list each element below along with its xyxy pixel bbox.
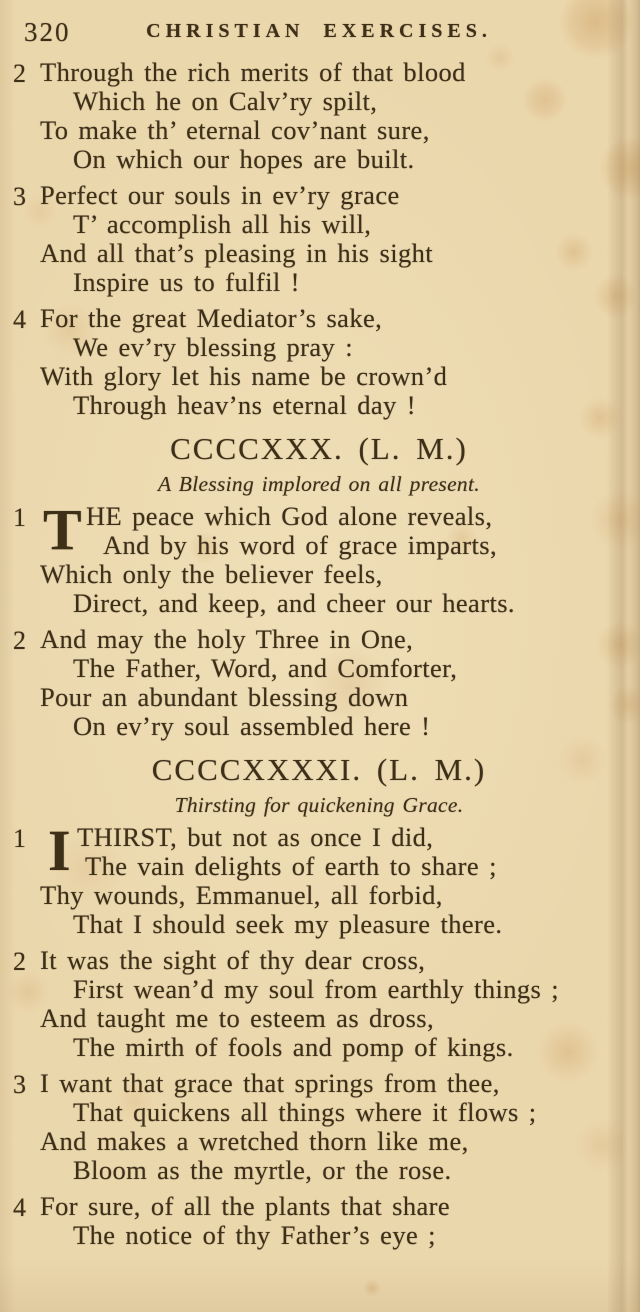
page-header — [16, 14, 622, 50]
verse-number: 3 — [13, 1070, 26, 1099]
verse-line: With glory let his name be crown’d — [40, 361, 448, 391]
verse-line: T’ accomplish all his will, — [73, 209, 372, 239]
verse-number: 1 — [13, 503, 26, 532]
verse — [13, 1191, 622, 1250]
verse-number: 2 — [13, 626, 26, 655]
verse-line: The Father, Word, and Comforter, — [73, 653, 458, 683]
verse-line: The mirth of fools and pomp of kings. — [73, 1032, 514, 1062]
verse — [13, 624, 622, 741]
verse-line: I want that grace that springs from thee, — [40, 1068, 500, 1098]
verse-line: For the great Mediator’s sake, — [40, 303, 383, 333]
verse-number: 3 — [13, 182, 26, 211]
verse-line: HE peace which God alone reveals, — [86, 501, 493, 531]
verse — [13, 303, 622, 420]
verse-line: That quickens all things where it flows ; — [73, 1097, 537, 1127]
hymn-subtitle: Thirsting for quickening Grace. — [174, 793, 464, 817]
verse-line: The notice of thy Father’s eye ; — [73, 1220, 436, 1250]
verse-line: Which he on Calv’ry spilt, — [73, 86, 378, 116]
verse-line: Through heav’ns eternal day ! — [73, 390, 416, 420]
verse-line: Direct, and keep, and cheer our hearts. — [73, 588, 515, 618]
verse-number: 2 — [13, 947, 26, 976]
verse — [13, 180, 622, 297]
verse-line: For sure, of all the plants that share — [40, 1191, 451, 1221]
verse-line: Thy wounds, Emmanuel, all forbid, — [40, 880, 443, 910]
page-number: 320 — [24, 17, 71, 47]
verse-line: To make th’ eternal cov’nant sure, — [40, 115, 430, 145]
hymn-heading: CCCCXXXXI. (L. M.) — [151, 752, 487, 787]
verse-line: And makes a wretched thorn like me, — [40, 1126, 469, 1156]
verse-line: Pour an abundant blessing down — [40, 682, 409, 712]
hymn-subtitle: A Blessing implored on all present. — [158, 472, 480, 496]
verse-line: And may the holy Three in One, — [40, 624, 414, 654]
verse-line: On which our hopes are built. — [73, 144, 415, 174]
verse — [13, 1068, 622, 1185]
verse-line: It was the sight of thy dear cross, — [40, 945, 426, 975]
running-head: CHRISTIAN EXERCISES. — [146, 20, 492, 42]
verse-line: That I should seek my pleasure there. — [73, 909, 503, 939]
verse-number: 4 — [13, 305, 26, 334]
verse-line: Inspire us to fulfil ! — [73, 267, 300, 297]
hymn-ccccxxx — [13, 431, 622, 741]
verse-line: Which only the believer feels, — [40, 559, 383, 589]
verse-line: Bloom as the myrtle, or the rose. — [73, 1155, 452, 1185]
verse-line: We ev’ry blessing pray : — [73, 332, 353, 362]
drop-cap: T — [43, 497, 82, 562]
verse-line: On ev’ry soul assembled here ! — [73, 711, 431, 741]
verse — [13, 945, 622, 1062]
verse-line: And all that’s pleasing in his sight — [40, 238, 434, 268]
verse-line: And by his word of grace imparts, — [103, 530, 498, 560]
verse-line: Through the rich merits of that blood — [40, 57, 466, 87]
verse-line: And taught me to esteem as dross, — [40, 1003, 435, 1033]
hymn-ccccxxxxi — [13, 752, 622, 1250]
verse-line: THIRST, but not as once I did, — [77, 822, 434, 852]
verse-number: 4 — [13, 1193, 26, 1222]
hymn-heading: CCCCXXX. (L. M.) — [170, 431, 468, 466]
verse — [13, 818, 622, 939]
verse-number: 1 — [13, 824, 26, 853]
verse-line: The vain delights of earth to share ; — [85, 851, 497, 881]
drop-cap: I — [48, 818, 71, 883]
hymn-continuation — [13, 57, 622, 420]
verse — [13, 497, 622, 618]
verse-number: 2 — [13, 59, 26, 88]
verse-line: Perfect our souls in ev’ry grace — [40, 180, 400, 210]
verse — [13, 57, 622, 174]
verse-line: First wean’d my soul from earthly things ; — [73, 974, 560, 1004]
